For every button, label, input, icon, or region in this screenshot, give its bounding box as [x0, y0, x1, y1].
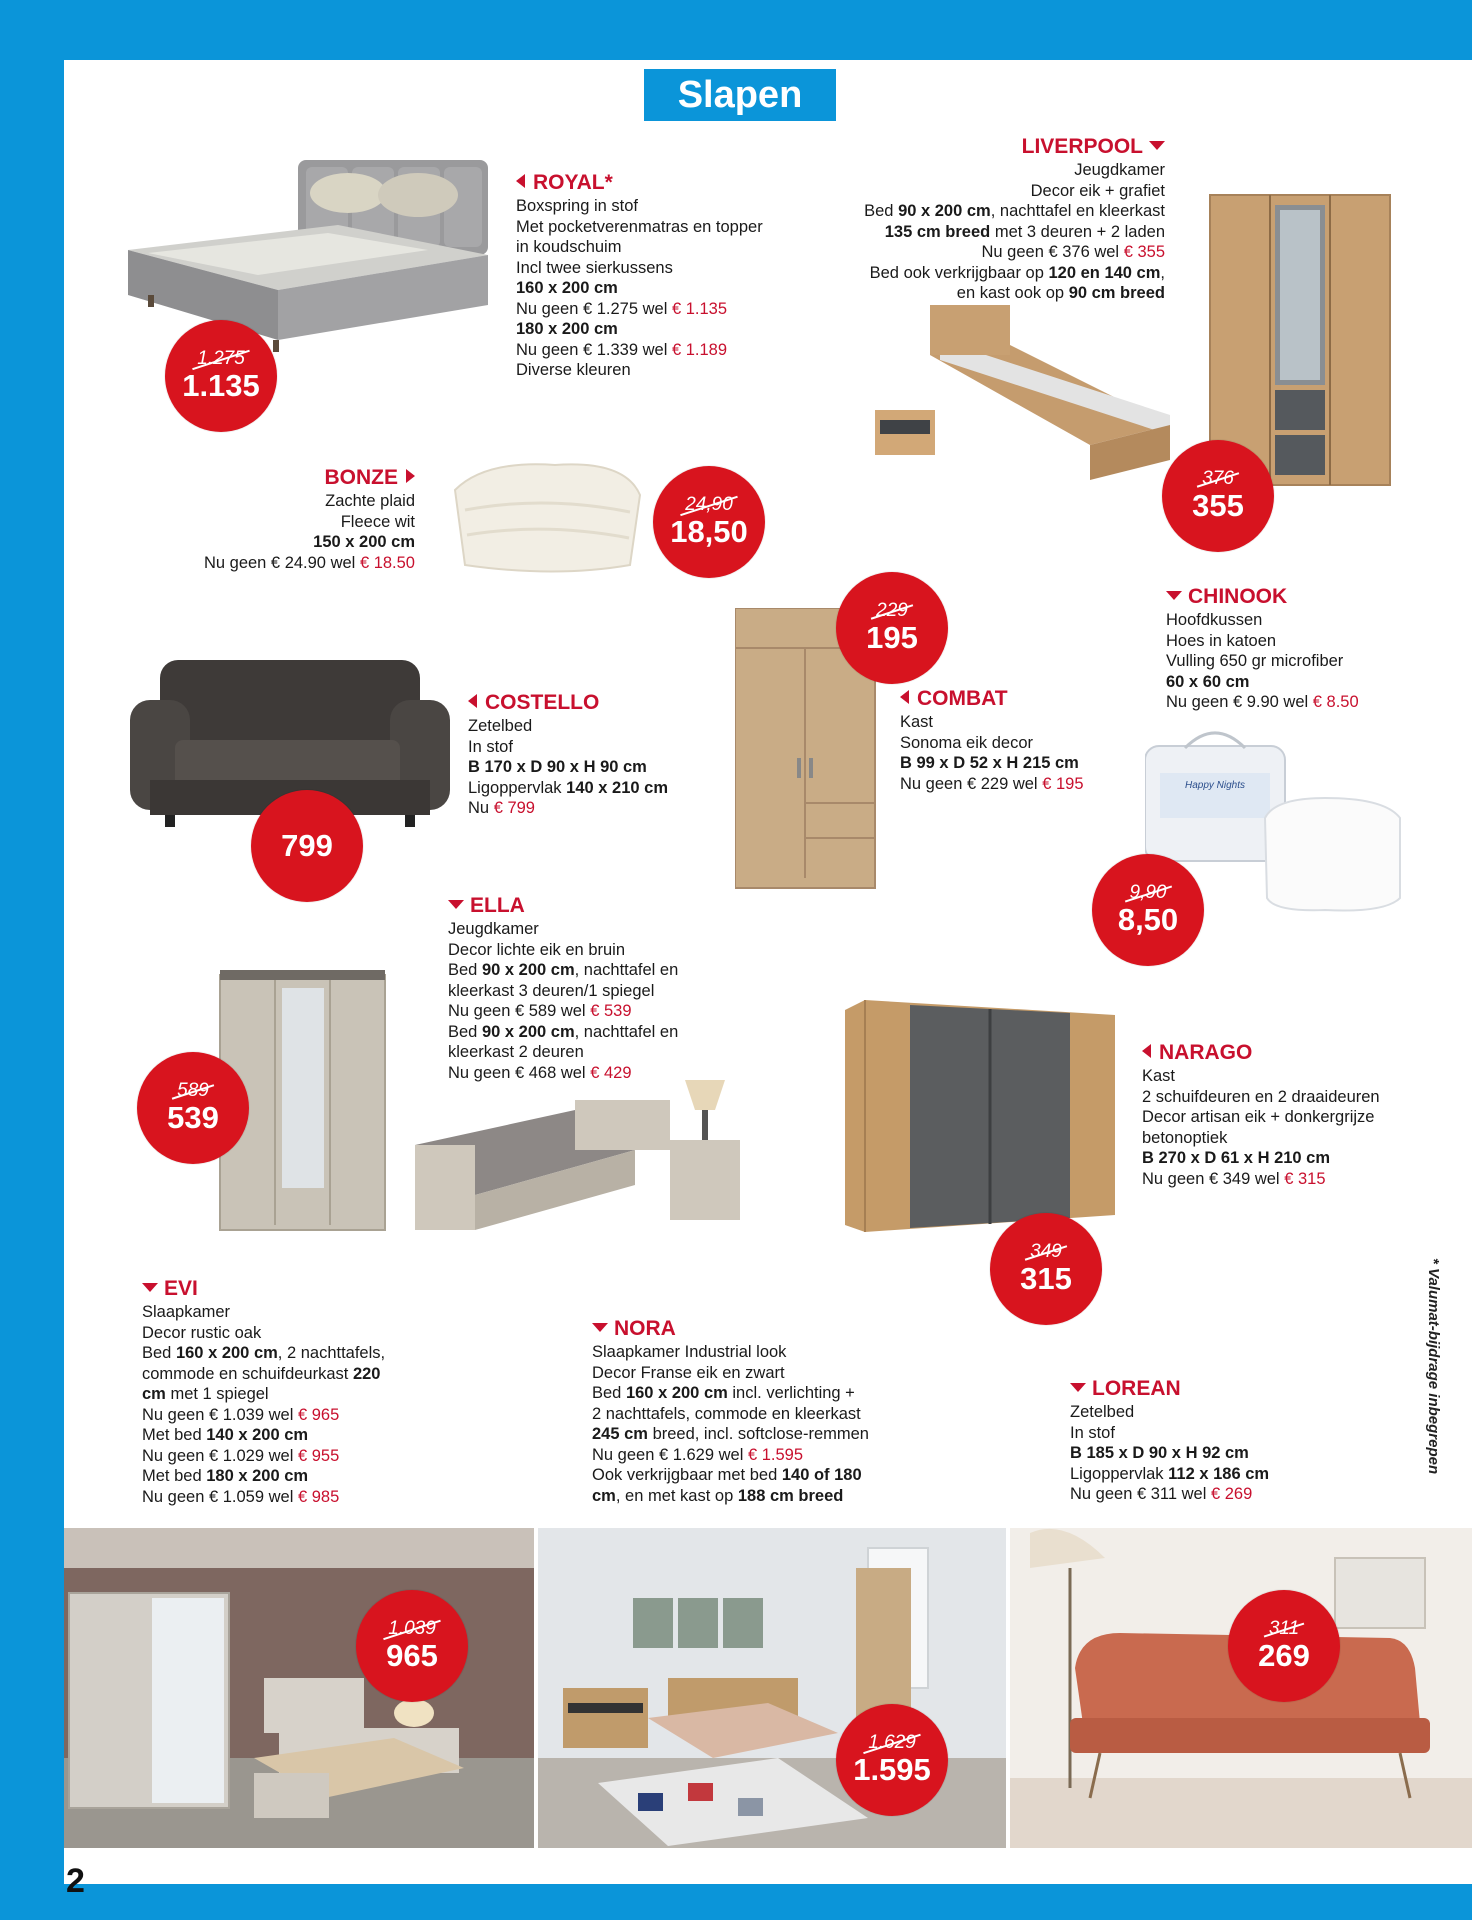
ella-line6: kleerkast 2 deuren	[448, 1043, 584, 1061]
ella-name: ELLA	[470, 894, 525, 917]
evi-line7b: 180 x 200 cm	[206, 1467, 309, 1485]
narago-price-prefix: Nu geen € 349 wel	[1142, 1169, 1280, 1188]
royal-price1: € 1.135	[671, 299, 728, 318]
nora-line4: 2 nachttafels, commode en kleerkast	[592, 1404, 861, 1423]
nora-line7a: cm	[592, 1486, 616, 1505]
liverpool-price-prefix: Nu geen € 376 wel	[981, 243, 1120, 261]
liverpool-room-image	[870, 185, 1395, 505]
evi-price-badge	[356, 1590, 468, 1702]
evi-badge-new-price: 965	[386, 1638, 438, 1673]
arrow-down-icon	[592, 1323, 608, 1332]
nora-line2: Decor Franse eik en zwart	[592, 1363, 785, 1382]
narago-line4: betonoptiek	[1142, 1128, 1228, 1147]
costello-line3: B 170 x D 90 x H 90 cm	[468, 758, 647, 776]
liverpool-line5c: ,	[1160, 263, 1165, 282]
nora-badge-new-price: 1.595	[853, 1752, 931, 1787]
ella-badge-new-price: 539	[167, 1100, 219, 1135]
evi-price1-prefix: Nu geen € 1.039 wel	[142, 1405, 294, 1424]
ella-line3c: , nachttafel en	[574, 961, 679, 979]
bonze-price-prefix: Nu geen € 24.90 wel	[203, 553, 356, 572]
royal-price-badge	[165, 320, 277, 432]
nora-price: € 1.595	[747, 1445, 804, 1464]
royal-badge-old-price: 1.275	[197, 348, 245, 369]
royal-badge-new-price: 1.135	[182, 368, 260, 403]
costello-name: COSTELLO	[485, 691, 600, 714]
evi-price3: € 985	[297, 1487, 340, 1506]
nora-product-info	[592, 1316, 912, 1506]
royal-size2: 180 x 200 cm	[516, 320, 618, 338]
royal-line1: Boxspring in stof	[516, 197, 638, 215]
chinook-price-prefix: Nu geen € 9.90 wel	[1166, 693, 1309, 711]
evi-price2-prefix: Nu geen € 1.029 wel	[142, 1446, 294, 1465]
liverpool-line5b: 120 en 140 cm	[1048, 263, 1161, 282]
liverpool-line3a: Bed	[864, 202, 894, 220]
evi-line6b: 140 x 200 cm	[206, 1426, 309, 1444]
arrow-right-icon	[406, 469, 415, 483]
nora-line5a: 245 cm	[592, 1425, 648, 1443]
evi-price1: € 965	[297, 1405, 340, 1424]
royal-size1: 160 x 200 cm	[516, 279, 618, 297]
combat-price: € 195	[1042, 774, 1084, 793]
lorean-line3: B 185 x D 90 x H 92 cm	[1070, 1444, 1249, 1462]
arrow-left-icon	[516, 174, 525, 188]
lorean-name: LOREAN	[1092, 1377, 1181, 1400]
chinook-line4: 60 x 60 cm	[1166, 672, 1250, 691]
costello-line2: In stof	[468, 737, 513, 756]
liverpool-line1: Jeugdkamer	[1074, 161, 1165, 179]
nora-line6a: Ook verkrijgbaar met bed	[592, 1466, 778, 1484]
nora-line5b: breed, incl. softclose-remmen	[652, 1425, 869, 1443]
chinook-product-info	[1166, 584, 1416, 713]
ella-line1: Jeugdkamer	[448, 920, 539, 938]
liverpool-line4a: 135 cm breed	[884, 222, 991, 241]
combat-name: COMBAT	[917, 687, 1008, 710]
chinook-badge-new-price: 8,50	[1117, 902, 1179, 937]
narago-name: NARAGO	[1159, 1041, 1253, 1064]
narago-line5: B 270 x D 61 x H 210 cm	[1142, 1149, 1331, 1167]
nora-line3b: 160 x 200 cm	[625, 1384, 728, 1402]
lorean-price-prefix: Nu geen € 311 wel	[1070, 1485, 1207, 1503]
nora-line3c: incl. verlichting +	[732, 1384, 855, 1402]
lorean-price-badge	[1228, 1590, 1340, 1702]
bonze-price-badge	[653, 466, 765, 578]
chinook-price: € 8.50	[1312, 693, 1359, 711]
royal-price1-prefix: Nu geen € 1.275 wel	[516, 299, 668, 318]
arrow-down-icon	[448, 900, 464, 909]
narago-wardrobe-image	[845, 1000, 1115, 1235]
chinook-line3: Vulling 650 gr microfiber	[1166, 652, 1344, 670]
evi-line3b: 160 x 200 cm	[175, 1344, 278, 1362]
royal-line2: Met pocketverenmatras en topper	[516, 217, 763, 236]
bonze-price: € 18.50	[359, 553, 415, 572]
bonze-line1: Zachte plaid	[325, 492, 415, 510]
ella-price1-prefix: Nu geen € 589 wel	[448, 1002, 586, 1020]
nora-line3a: Bed	[592, 1384, 622, 1402]
evi-line2: Decor rustic oak	[142, 1323, 262, 1342]
lorean-room-photo	[1010, 1528, 1472, 1848]
liverpool-badge-old-price: 376	[1202, 468, 1234, 489]
page-number: 2	[66, 1862, 85, 1900]
evi-name: EVI	[164, 1277, 198, 1300]
narago-price-badge	[990, 1213, 1102, 1325]
royal-line5: Diverse kleuren	[516, 361, 631, 379]
ella-price2-prefix: Nu geen € 468 wel	[448, 1063, 586, 1082]
liverpool-line5a: Bed ook verkrijgbaar op	[869, 263, 1044, 282]
combat-badge-new-price: 195	[866, 620, 918, 655]
costello-product-info	[468, 690, 718, 819]
evi-room-photo	[64, 1528, 534, 1848]
ella-line5c: , nachttafel en	[574, 1022, 679, 1041]
combat-product-info	[900, 686, 1140, 794]
liverpool-price-badge	[1162, 440, 1274, 552]
evi-line4a: commode en schuifdeurkast	[142, 1364, 349, 1383]
nora-line7b: , en met kast op	[615, 1486, 734, 1505]
narago-product-info	[1142, 1040, 1432, 1189]
ella-room-image	[215, 970, 750, 1255]
chinook-badge-old-price: 9,90	[1129, 882, 1167, 903]
narago-line1: Kast	[1142, 1067, 1176, 1085]
combat-price-prefix: Nu geen € 229 wel	[900, 774, 1038, 793]
evi-line6a: Met bed	[142, 1426, 202, 1444]
bonze-line2: Fleece wit	[340, 512, 415, 531]
lorean-product-info	[1070, 1376, 1350, 1505]
costello-price-prefix: Nu	[468, 799, 490, 817]
narago-badge-new-price: 315	[1020, 1261, 1072, 1296]
nora-name: NORA	[614, 1317, 676, 1340]
lorean-price: € 269	[1210, 1485, 1253, 1503]
ella-price1: € 539	[590, 1002, 632, 1020]
nora-line7c: 188 cm breed	[737, 1486, 844, 1505]
evi-product-info	[142, 1276, 442, 1507]
narago-line3: Decor artisan eik + donkergrijze	[1142, 1108, 1375, 1126]
costello-price-badge	[251, 790, 363, 902]
liverpool-badge-new-price: 355	[1192, 488, 1244, 523]
combat-badge-old-price: 229	[876, 600, 908, 621]
arrow-left-icon	[900, 690, 909, 704]
costello-line4a: Ligoppervlak	[468, 778, 562, 797]
evi-line7a: Met bed	[142, 1467, 202, 1485]
nora-price-badge	[836, 1704, 948, 1816]
evi-price3-prefix: Nu geen € 1.059 wel	[142, 1487, 294, 1506]
ella-line4: kleerkast 3 deuren/1 spiegel	[448, 981, 655, 1000]
top-blue-band	[0, 0, 1472, 60]
narago-price: € 315	[1284, 1169, 1326, 1188]
ella-price-badge	[137, 1052, 249, 1164]
lorean-line4a: Ligoppervlak	[1070, 1464, 1164, 1483]
bonze-plaid-image	[445, 450, 650, 580]
liverpool-line4b: met 3 deuren + 2 laden	[994, 222, 1165, 241]
costello-badge-new-price: 799	[281, 828, 333, 863]
bonze-badge-new-price: 18,50	[670, 514, 748, 549]
costello-price: € 799	[493, 799, 535, 817]
evi-line5b: met 1 spiegel	[170, 1385, 269, 1403]
lorean-badge-old-price: 311	[1268, 1618, 1300, 1639]
nora-price-prefix: Nu geen € 1.629 wel	[592, 1445, 744, 1464]
arrow-left-icon	[1142, 1044, 1151, 1058]
royal-product-info	[516, 170, 816, 381]
chinook-price-badge	[1092, 854, 1204, 966]
chinook-name: CHINOOK	[1188, 585, 1288, 608]
evi-line4b: 220	[352, 1364, 381, 1383]
arrow-down-icon	[1166, 591, 1182, 600]
lorean-badge-new-price: 269	[1258, 1638, 1310, 1673]
nora-badge-old-price: 1.629	[868, 1732, 916, 1753]
bonze-name: BONZE	[324, 466, 398, 489]
arrow-down-icon	[1070, 1383, 1086, 1392]
chinook-line1: Hoofdkussen	[1166, 611, 1263, 629]
ella-line5a: Bed	[448, 1022, 478, 1041]
liverpool-line2: Decor eik + grafiet	[1030, 181, 1165, 200]
side-note: * Valumat-bijdrage inbegrepen	[1425, 1258, 1442, 1475]
chinook-line2: Hoes in katoen	[1166, 631, 1277, 650]
nora-room-photo	[538, 1528, 1006, 1848]
chinook-pack-label: Happy Nights	[1184, 780, 1246, 791]
liverpool-line3b: 90 x 200 cm	[898, 202, 991, 220]
evi-line5a: cm	[142, 1385, 166, 1403]
evi-line3a: Bed	[142, 1344, 172, 1362]
ella-line5b: 90 x 200 cm	[481, 1022, 575, 1041]
arrow-down-icon	[142, 1283, 158, 1292]
combat-line3: B 99 x D 52 x H 215 cm	[900, 754, 1079, 772]
bonze-badge-old-price: 24,90	[685, 494, 733, 515]
nora-line6b: 140 of 180	[781, 1466, 862, 1484]
evi-badge-old-price: 1.039	[388, 1618, 436, 1639]
royal-price2: € 1.189	[671, 340, 728, 359]
arrow-left-icon	[468, 694, 477, 708]
narago-line2: 2 schuifdeuren en 2 draaideuren	[1142, 1087, 1380, 1106]
bonze-product-info	[150, 465, 415, 573]
evi-line3c: , 2 nachttafels,	[277, 1344, 386, 1362]
royal-line3: in koudschuim	[516, 238, 622, 256]
liverpool-name: LIVERPOOL	[1021, 135, 1143, 158]
combat-price-badge	[836, 572, 948, 684]
page-title: Slapen	[640, 65, 840, 125]
ella-price2: € 429	[590, 1063, 632, 1082]
combat-line2: Sonoma eik decor	[900, 733, 1033, 752]
nora-line1: Slaapkamer Industrial look	[592, 1343, 787, 1361]
ella-line3a: Bed	[448, 961, 478, 979]
lorean-line1: Zetelbed	[1070, 1403, 1135, 1421]
costello-line4b: 140 x 210 cm	[566, 778, 668, 797]
costello-line1: Zetelbed	[468, 717, 533, 735]
liverpool-line6a: en kast ook op	[956, 284, 1065, 302]
royal-price2-prefix: Nu geen € 1.339 wel	[516, 340, 668, 359]
liverpool-line3c: , nachttafel en kleerkast	[990, 202, 1165, 220]
ella-line2: Decor lichte eik en bruin	[448, 940, 626, 959]
bonze-size: 150 x 200 cm	[313, 533, 415, 551]
evi-price2: € 955	[297, 1446, 340, 1465]
ella-badge-old-price: 589	[177, 1080, 209, 1101]
liverpool-line6b: 90 cm breed	[1068, 284, 1165, 302]
royal-name: ROYAL*	[533, 171, 613, 194]
combat-line1: Kast	[900, 713, 934, 731]
lorean-line2: In stof	[1070, 1423, 1115, 1442]
royal-line4: Incl twee sierkussens	[516, 258, 673, 277]
narago-badge-old-price: 349	[1030, 1241, 1062, 1262]
evi-line1: Slaapkamer	[142, 1303, 231, 1321]
liverpool-price: € 355	[1123, 243, 1165, 261]
ella-line3b: 90 x 200 cm	[481, 961, 575, 979]
arrow-down-icon	[1149, 141, 1165, 150]
lorean-line4b: 112 x 186 cm	[1168, 1464, 1270, 1483]
